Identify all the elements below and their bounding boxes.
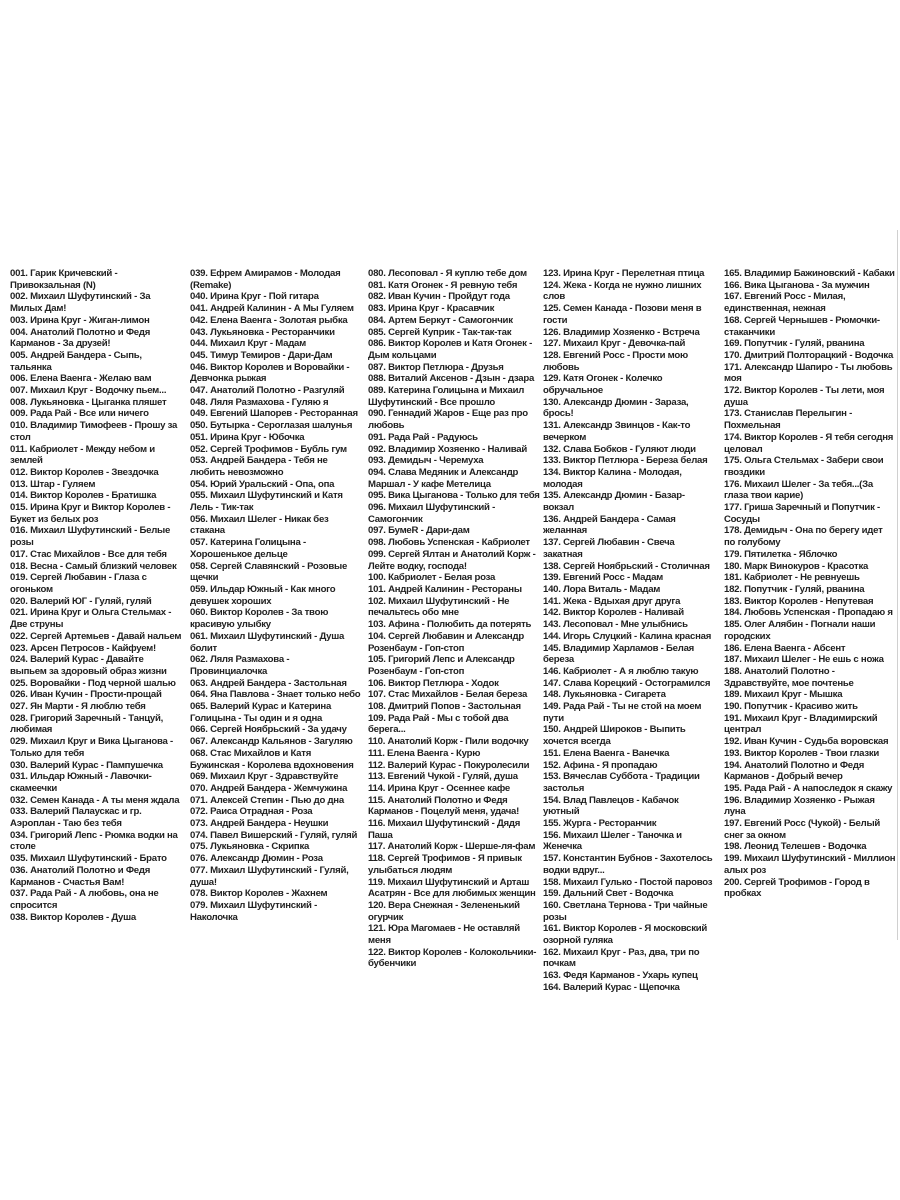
track-entry: 102. Михаил Шуфутинский - Не печальтесь обо мне <box>368 595 510 619</box>
track-entry: 097. БумеR - Дари-дам <box>368 525 470 537</box>
track-entry: 104. Сергей Любавин и Александр Розенбаум - Гоп-стоп <box>368 630 524 654</box>
track-entry: 005. Андрей Бандера - Сыпь, тальянка <box>10 349 142 373</box>
track-entry: 027. Ян Марти - Я люблю тебя <box>10 701 146 713</box>
track-column-3 <box>368 268 540 970</box>
track-entry: 176. Михаил Шелег - За тебя...(За глаза твои карие) <box>724 478 873 502</box>
track-entry: 044. Михаил Круг - Мадам <box>190 338 306 350</box>
track-entry: 095. Вика Цыганова - Только для тебя <box>368 490 540 502</box>
track-entry: 032. Семен Канада - А ты меня ждала <box>10 794 180 806</box>
track-entry: 162. Михаил Круг - Раз, два, три по почкам <box>543 946 700 970</box>
track-entry: 181. Кабриолет - Не ревнуешь <box>724 572 860 584</box>
track-entry: 001. Гарик Кричевский - Привокзальная (N) <box>10 268 118 291</box>
track-entry: 019. Сергей Любавин - Глаза с огоньком <box>10 572 147 595</box>
track-entry: 094. Слава Медяник и Александр Маршал - У кафе Метелица <box>368 466 519 490</box>
track-entry: 018. Весна - Самый близкий человек <box>10 560 177 572</box>
track-entry: 039. Ефрем Амирамов - Молодая (Remake) <box>190 268 341 291</box>
track-entry: 060. Виктор Королев - За твою красивую улыбку <box>190 607 329 631</box>
track-entry: 011. Кабриолет - Между небом и землей <box>10 443 155 467</box>
track-entry: 017. Стас Михайлов - Все для тебя <box>10 548 167 560</box>
track-entry: 112. Валерий Курас - Покуролесили <box>368 759 530 771</box>
track-entry: 139. Евгений Росс - Мадам <box>543 572 664 584</box>
track-entry: 053. Андрей Бандера - Тебя не любить невозможно <box>190 455 328 478</box>
track-column-4 <box>543 268 715 994</box>
track-entry: 063. Андрей Бандера - Застольная <box>190 677 347 689</box>
track-entry: 178. Демидыч - Она по берегу идет по голубому <box>724 525 883 549</box>
track-entry: 098. Любовь Успенская - Кабриолет <box>368 537 530 549</box>
track-entry: 121. Юра Магомаев - Не оставляй меня <box>368 923 520 947</box>
track-entry: 191. Михаил Круг - Владимирский централ <box>724 712 878 736</box>
track-entry: 096. Михаил Шуфутинский - Самогончик <box>368 502 496 525</box>
track-entry: 026. Иван Кучин - Прости-прощай <box>10 689 162 701</box>
track-entry: 073. Андрей Бандера - Неушки <box>190 818 329 830</box>
track-entry: 100. Кабриолет - Белая роза <box>368 572 496 584</box>
track-entry: 004. Анатолий Полотно и Федя Карманов - За друзей! <box>10 326 151 350</box>
track-entry: 111. Елена Ваенга - Курю <box>368 747 481 759</box>
track-entry: 129. Катя Огонек - Колечко обручальное <box>543 373 663 397</box>
track-entry: 118. Сергей Трофимов - Я привык улыбаться людям <box>368 853 522 876</box>
track-entry: 066. Сергей Ноябрьский - За удачу <box>190 724 347 736</box>
track-entry: 099. Сергей Ялтан и Анатолий Корж - Лейте водку, господа! <box>368 548 536 572</box>
track-entry: 188. Анатолий Полотно - Здравствуйте, мое почтенье <box>724 665 854 689</box>
track-entry: 065. Валерий Курас и Катерина Голицына - Ты один и я одна <box>190 701 332 724</box>
track-entry: 146. Кабриолет - А я люблю такую <box>543 665 699 677</box>
track-entry: 040. Ирина Круг - Пой гитара <box>190 291 319 303</box>
track-entry: 036. Анатолий Полотно и Федя Карманов - Счастья Вам! <box>10 864 151 888</box>
track-entry: 047. Анатолий Полотно - Разгуляй <box>190 385 345 397</box>
track-entry: 038. Виктор Королев - Душа <box>10 911 136 923</box>
track-entry: 171. Александр Шапиро - Ты любовь моя <box>724 361 893 385</box>
track-entry: 136. Андрей Бандера - Самая желанная <box>543 513 676 537</box>
track-entry: 185. Олег Алябин - Погнали наши городских <box>724 619 876 642</box>
track-entry: 105. Григорий Лепс и Александр Розенбаум - Гоп-стоп <box>368 654 515 677</box>
track-entry: 145. Владимир Харламов - Белая береза <box>543 642 695 666</box>
track-entry: 155. Журга - Ресторанчик <box>543 818 657 830</box>
track-entry: 161. Виктор Королев - Я московский озорной гуляка <box>543 923 708 947</box>
track-entry: 116. Михаил Шуфутинский - Дядя Паша <box>368 818 521 841</box>
track-entry: 157. Константин Бубнов - Захотелось водки вдруг... <box>543 853 713 876</box>
track-entry: 029. Михаил Круг и Вика Цыганова - Только для тебя <box>10 736 173 759</box>
track-entry: 051. Ирина Круг - Юбочка <box>190 431 305 443</box>
track-entry: 143. Лесоповал - Мне улыбнись <box>543 619 688 631</box>
track-entry: 198. Леонид Телешев - Водочка <box>724 841 867 853</box>
track-entry: 076. Александр Дюмин - Роза <box>190 853 323 865</box>
track-entry: 106. Виктор Петлюра - Ходок <box>368 677 499 689</box>
track-entry: 021. Ирина Круг и Ольга Стельмах - Две струны <box>10 607 172 631</box>
track-entry: 124. Жека - Когда не нужно лишних слов <box>543 279 702 303</box>
track-entry: 086. Виктор Королев и Катя Огонек - Дым кольцами <box>368 338 533 361</box>
track-entry: 117. Анатолий Корж - Шерше-ля-фам <box>368 841 536 853</box>
track-entry: 035. Михаил Шуфутинский - Брато <box>10 853 167 865</box>
track-entry: 014. Виктор Королев - Братишка <box>10 490 157 502</box>
track-list-sheet <box>0 268 900 993</box>
track-entry: 006. Елена Ваенга - Желаю вам <box>10 373 152 385</box>
track-entry: 003. Ирина Круг - Жиган-лимон <box>10 314 150 326</box>
track-entry: 075. Лукьяновка - Скрипка <box>190 841 310 853</box>
track-entry: 166. Вика Цыганова - За мужчин <box>724 279 870 291</box>
track-entry: 052. Сергей Трофимов - Бубль гум <box>190 443 347 455</box>
track-entry: 113. Евгений Чукой - Гуляй, душа <box>368 771 518 783</box>
track-entry: 030. Валерий Курас - Пампушечка <box>10 759 163 771</box>
track-entry: 015. Ирина Круг и Виктор Королев - Букет из белых роз <box>10 502 171 525</box>
track-entry: 158. Михаил Гулько - Постой паровоз <box>543 876 713 888</box>
track-column-2 <box>190 268 362 923</box>
track-entry: 034. Григорий Лепс - Рюмка водки на столе <box>10 829 178 853</box>
track-entry: 093. Демидыч - Черемуха <box>368 455 484 467</box>
track-entry: 108. Дмитрий Попов - Застольная <box>368 701 521 713</box>
track-entry: 016. Михаил Шуфутинский - Белые розы <box>10 525 171 549</box>
track-entry: 142. Виктор Королев - Наливай <box>543 607 684 619</box>
track-entry: 012. Виктор Королев - Звездочка <box>10 466 159 478</box>
track-entry: 062. Ляля Размахова - Провинциалочка <box>190 654 290 677</box>
track-entry: 007. Михаил Круг - Водочку пьем... <box>10 385 167 397</box>
track-entry: 184. Любовь Успенская - Пропадаю я <box>724 607 893 619</box>
track-entry: 126. Владимир Хозяенко - Встреча <box>543 326 700 338</box>
track-entry: 092. Владимир Хозяенко - Наливай <box>368 443 528 455</box>
track-entry: 130. Александр Дюмин - Зараза, брось! <box>543 396 689 420</box>
track-entry: 151. Елена Ваенга - Ванечка <box>543 747 670 759</box>
track-entry: 050. Бутырка - Сероглазая шалунья <box>190 420 353 432</box>
track-entry: 125. Семен Канада - Позови меня в гости <box>543 303 702 326</box>
track-entry: 193. Виктор Королев - Твои глазки <box>724 747 880 759</box>
track-entry: 173. Станислав Перелыгин - Похмельная <box>724 408 853 432</box>
track-entry: 079. Михаил Шуфутинский - Наколочка <box>190 899 318 923</box>
track-entry: 140. Лора Виталь - Мадам <box>543 583 661 595</box>
track-entry: 042. Елена Ваенга - Золотая рыбка <box>190 314 348 326</box>
track-entry: 089. Катерина Голицына и Михаил Шуфутинский - Все прошло <box>368 385 525 408</box>
track-entry: 189. Михаил Круг - Мышка <box>724 689 843 701</box>
track-entry: 020. Валерий ЮГ - Гуляй, гуляй <box>10 595 152 607</box>
track-entry: 195. Рада Рай - А напоследок я скажу <box>724 782 893 794</box>
track-entry: 033. Валерий Палаускас и гр. Аэроплан - Таю без тебя <box>10 806 142 830</box>
track-entry: 119. Михаил Шуфутинский и Арташ Асатрян - Все для любимых женщин <box>368 876 536 900</box>
track-entry: 200. Сергей Трофимов - Город в пробках <box>724 876 870 900</box>
track-entry: 008. Лукьяновка - Цыганка пляшет <box>10 396 167 408</box>
track-entry: 031. Ильдар Южный - Лавочки-скамеечки <box>10 771 152 794</box>
page-edge-line <box>897 230 898 940</box>
track-entry: 080. Лесоповал - Я куплю тебе дом <box>368 268 527 279</box>
track-entry: 048. Ляля Размахова - Гуляю я <box>190 396 329 408</box>
track-entry: 172. Виктор Королев - Ты лети, моя душа <box>724 385 885 408</box>
track-entry: 025. Воровайки - Под черной шалью <box>10 677 176 689</box>
track-entry: 083. Ирина Круг - Красавчик <box>368 303 495 315</box>
track-entry: 070. Андрей Бандера - Жемчужина <box>190 782 348 794</box>
track-entry: 150. Андрей Широков - Выпить хочется всегда <box>543 724 686 748</box>
track-entry: 160. Светлана Тернова - Три чайные розы <box>543 899 708 923</box>
track-entry: 068. Стас Михайлов и Катя Бужинская - Королева вдохновения <box>190 747 354 771</box>
track-entry: 134. Виктор Калина - Молодая, молодая <box>543 466 682 490</box>
track-entry: 192. Иван Кучин - Судьба воровская <box>724 736 889 748</box>
track-entry: 058. Сергей Славянский - Розовые щечки <box>190 560 348 584</box>
track-entry: 009. Рада Рай - Все или ничего <box>10 408 149 420</box>
track-entry: 071. Алексей Степин - Пью до дна <box>190 794 344 806</box>
track-entry: 022. Сергей Артемьев - Давай нальем <box>10 630 182 642</box>
track-entry: 110. Анатолий Корж - Пили водочку <box>368 736 529 748</box>
track-entry: 101. Андрей Калинин - Рестораны <box>368 583 522 595</box>
track-column-1 <box>10 268 182 923</box>
track-entry: 165. Владимир Бажиновский - Кабаки <box>724 268 895 279</box>
track-entry: 046. Виктор Королев и Воровайки - Девчонка рыжая <box>190 361 350 385</box>
track-entry: 090. Геннадий Жаров - Еще раз про любовь <box>368 408 528 432</box>
track-entry: 059. Ильдар Южный - Как много девушек хороших <box>190 583 336 607</box>
track-entry: 037. Рада Рай - А любовь, она не спросится <box>10 888 159 911</box>
track-entry: 078. Виктор Королев - Жахнем <box>190 888 328 900</box>
track-entry: 179. Пятилетка - Яблочко <box>724 548 838 560</box>
track-entry: 147. Слава Корецкий - Остограмился <box>543 677 711 689</box>
track-entry: 182. Попутчик - Гуляй, рванина <box>724 583 865 595</box>
track-entry: 043. Лукьяновка - Ресторанчики <box>190 326 335 338</box>
track-entry: 177. Гриша Заречный и Попутчик - Сосуды <box>724 502 880 525</box>
track-entry: 132. Слава Бобков - Гуляют люди <box>543 443 696 455</box>
track-entry: 199. Михаил Шуфутинский - Миллион алых роз <box>724 853 896 876</box>
track-entry: 056. Михаил Шелег - Никак без стакана <box>190 513 329 537</box>
track-entry: 054. Юрий Уральский - Опа, опа <box>190 478 335 490</box>
track-entry: 087. Виктор Петлюра - Друзья <box>368 361 504 373</box>
track-entry: 197. Евгений Росс (Чукой) - Белый снег за окном <box>724 818 881 841</box>
track-entry: 138. Сергей Ноябрьский - Столичная <box>543 560 710 572</box>
track-entry: 156. Михаил Шелег - Таночка и Женечка <box>543 829 682 853</box>
track-entry: 169. Попутчик - Гуляй, рванина <box>724 338 865 350</box>
track-entry: 148. Лукьяновка - Сигарета <box>543 689 666 701</box>
track-entry: 187. Михаил Шелег - Не ешь с ножа <box>724 654 884 666</box>
track-entry: 088. Виталий Аксенов - Дзын - дзара <box>368 373 535 385</box>
track-entry: 180. Марк Винокуров - Красотка <box>724 560 869 572</box>
track-entry: 183. Виктор Королев - Непутевая <box>724 595 874 607</box>
track-entry: 120. Вера Снежная - Зелененький огурчик <box>368 899 520 923</box>
track-entry: 133. Виктор Петлюра - Береза белая <box>543 455 708 467</box>
track-entry: 084. Артем Беркут - Самогончик <box>368 314 513 326</box>
track-entry: 091. Рада Рай - Радуюсь <box>368 431 478 443</box>
track-entry: 127. Михаил Круг - Девочка-пай <box>543 338 686 350</box>
track-entry: 196. Владимир Хозяенко - Рыжая луна <box>724 794 875 818</box>
track-entry: 010. Владимир Тимофеев - Прошу за стол <box>10 420 178 443</box>
track-entry: 168. Сергей Чернышев - Рюмочки-стаканчики <box>724 314 880 338</box>
track-entry: 159. Дальний Свет - Водочка <box>543 888 674 900</box>
track-entry: 074. Павел Вишерский - Гуляй, гуляй <box>190 829 358 841</box>
track-entry: 077. Михаил Шуфутинский - Гуляй, душа! <box>190 864 349 888</box>
track-entry: 114. Ирина Круг - Осеннее кафе <box>368 782 511 794</box>
track-entry: 164. Валерий Курас - Щепочка <box>543 981 680 993</box>
track-entry: 141. Жека - Вдыхая друг друга <box>543 595 681 607</box>
track-entry: 194. Анатолий Полотно и Федя Карманов - Добрый вечер <box>724 759 865 783</box>
track-entry: 023. Арсен Петросов - Кайфуем! <box>10 642 156 654</box>
track-entry: 154. Влад Павлецов - Кабачок уютный <box>543 794 679 818</box>
track-entry: 109. Рада Рай - Мы с тобой два берега... <box>368 712 509 736</box>
track-entry: 024. Валерий Курас - Давайте выпьем за здоровый образ жизни <box>10 654 167 677</box>
track-entry: 175. Ольга Стельмах - Забери свои гвоздики <box>724 455 884 478</box>
track-entry: 045. Тимур Темиров - Дари-Дам <box>190 349 333 361</box>
track-entry: 170. Дмитрий Полторацкий - Водочка <box>724 349 894 361</box>
track-entry: 107. Стас Михайлов - Белая береза <box>368 689 528 701</box>
track-entry: 002. Михаил Шуфутинский - За Милых Дам! <box>10 291 151 315</box>
track-entry: 153. Вячеслав Суббота - Традиции застолья <box>543 771 700 794</box>
track-entry: 167. Евгений Росс - Милая, единственная, нежная <box>724 291 846 315</box>
track-entry: 123. Ирина Круг - Перелетная птица <box>543 268 705 279</box>
track-entry: 069. Михаил Круг - Здравствуйте <box>190 771 339 783</box>
track-entry: 137. Сергей Любавин - Свеча закатная <box>543 537 675 560</box>
track-entry: 028. Григорий Заречный - Танцуй, любимая <box>10 712 164 736</box>
track-entry: 122. Виктор Королев - Колокольчики-бубенчики <box>368 946 537 970</box>
track-entry: 049. Евгений Шапорев - Ресторанная <box>190 408 358 420</box>
track-entry: 128. Евгений Росс - Прости мою любовь <box>543 349 688 373</box>
track-entry: 174. Виктор Королев - Я тебя сегодня целовал <box>724 431 894 455</box>
track-entry: 135. Александр Дюмин - Базар-вокзал <box>543 490 685 514</box>
track-entry: 013. Штар - Гуляем <box>10 478 96 490</box>
track-entry: 149. Рада Рай - Ты не стой на моем пути <box>543 701 702 724</box>
track-entry: 186. Елена Ваенга - Абсент <box>724 642 846 654</box>
track-entry: 055. Михаил Шуфутинский и Катя Лель - Тик-так <box>190 490 343 514</box>
track-entry: 072. Раиса Отрадная - Роза <box>190 806 313 818</box>
track-entry: 103. Афина - Полюбить да потерять <box>368 619 532 631</box>
track-entry: 064. Яна Павлова - Знает только небо <box>190 689 361 701</box>
track-entry: 131. Александр Звинцов - Как-то вечерком <box>543 420 691 443</box>
track-entry: 061. Михаил Шуфутинский - Душа болит <box>190 630 345 654</box>
track-entry: 144. Игорь Слуцкий - Калина красная <box>543 630 712 642</box>
track-entry: 115. Анатолий Полотно и Федя Карманов - Поцелуй меня, удача! <box>368 794 520 818</box>
track-column-5 <box>724 268 896 900</box>
track-entry: 081. Катя Огонек - Я ревную тебя <box>368 279 518 291</box>
track-entry: 067. Александр Кальянов - Загуляю <box>190 736 353 748</box>
track-entry: 163. Федя Карманов - Ухарь купец <box>543 970 698 982</box>
track-entry: 190. Попутчик - Красиво жить <box>724 701 858 713</box>
track-entry: 041. Андрей Калинин - А Мы Гуляем <box>190 303 354 315</box>
track-entry: 057. Катерина Голицына - Хорошенькое дельце <box>190 537 306 560</box>
track-entry: 082. Иван Кучин - Пройдут года <box>368 291 510 303</box>
track-entry: 085. Сергей Куприк - Так-так-так <box>368 326 512 338</box>
track-entry: 152. Афина - Я пропадаю <box>543 759 658 771</box>
